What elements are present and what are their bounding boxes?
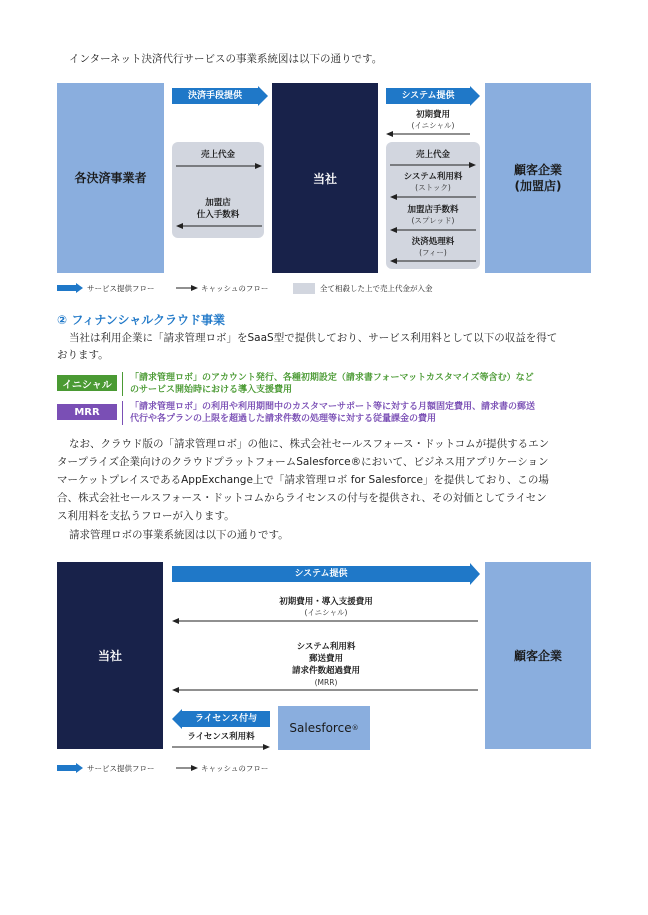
legend-service-flow: サービス提供フロー xyxy=(87,284,155,293)
block-customer-2: 顧客企業 xyxy=(485,562,591,749)
section-para1-line1: 当社は利用企業に「請求管理ロボ」をSaaS型で提供しており、サービス利用料として以下の収益を得て xyxy=(69,332,558,344)
block-payment-providers: 各決済事業者 xyxy=(57,83,164,273)
tag-mrr-text-1: 「請求管理ロボ」の利用や利用期間中のカスタマーサポート等に対する月額固定費用、請求書の郵送 xyxy=(130,402,536,412)
section-para2-line2: タープライズ企業向けのクラウドプラットフォームSalesforce®において、ビジネス用アプリケーション xyxy=(57,456,549,468)
left-sales-label: 売上代金 xyxy=(200,150,235,160)
d2-cash-arrow-initial xyxy=(172,617,478,625)
cash-arrow-left-fee xyxy=(176,222,262,230)
right-system-fee-label: システム利用料 xyxy=(403,172,463,182)
arrow-system-provision-label: システム提供 xyxy=(401,91,455,101)
tag-mrr: MRR xyxy=(57,404,117,420)
legend2-cash-arrow-icon xyxy=(176,764,198,772)
legend-grey-swatch xyxy=(293,283,315,294)
cash-arrow-initial xyxy=(386,130,480,138)
block-company-2: 当社 xyxy=(57,562,163,749)
cash-arrow-right-sales xyxy=(390,161,476,169)
d2-cash-arrow-mrr xyxy=(172,686,478,694)
legend2-cash-flow: キャッシュのフロー xyxy=(201,764,269,773)
cash-arrow-right-processing xyxy=(390,257,476,265)
legend-grey-note: 全て相殺した上で売上代金が入金 xyxy=(320,284,433,293)
legend-cash-flow: キャッシュのフロー xyxy=(201,284,269,293)
section-heading: ② フィナンシャルクラウド事業 xyxy=(57,313,225,327)
right-merchant-fee-sub: (スプレッド) xyxy=(411,216,455,225)
section-para1-line2: おります。 xyxy=(57,349,109,361)
right-processing-fee-label: 決済処理料 xyxy=(411,237,455,247)
salesforce-block: Salesforce ® xyxy=(278,706,370,750)
arrow-license-grant-label: ライセンス付与 xyxy=(194,714,258,724)
cash-arrow-right-merchant xyxy=(390,226,476,234)
section-para2-line5: ス利用料を支払うフローが入ります。 xyxy=(57,510,235,522)
arrow-payment-means-label: 決済手段提供 xyxy=(187,91,242,101)
right-merchant-fee-label: 加盟店手数料 xyxy=(407,205,459,215)
initial-fee-sub: (イニシャル) xyxy=(411,121,455,130)
legend2-service-flow: サービス提供フロー xyxy=(87,764,155,773)
section-para2-line3: マーケットプレイスであるAppExchange上で「請求管理ロボ for Salesforce」を提供しており、この場 xyxy=(57,474,549,486)
legend-cash-arrow-icon xyxy=(176,284,198,292)
section-para2-line4: 合、株式会社セールスフォース・ドットコムからライセンスの付与を提供され、その対価としてライセン xyxy=(57,492,547,504)
block-customer: 顧客企業 (加盟店) xyxy=(485,83,591,273)
cash-arrow-left-sales xyxy=(176,162,262,170)
tag-initial-divider xyxy=(122,372,123,396)
right-processing-fee-sub: (フィー) xyxy=(419,248,447,257)
d2-mrr-label-4: (MRR) xyxy=(314,678,338,687)
d2-initial-sub: (イニシャル) xyxy=(304,608,348,617)
tag-initial-text-2: のサービス開始時における導入支援費用 xyxy=(130,385,293,395)
intro-text: インターネット決済代行サービスの事業系統図は以下の通りです。 xyxy=(69,53,383,65)
arrow-system-provision-2-label: システム提供 xyxy=(294,569,348,579)
section-para2-line1: なお、クラウド版の「請求管理ロボ」の他に、株式会社セールスフォース・ドットコムが提供するエン xyxy=(69,438,550,450)
d2-initial-label: 初期費用・導入支援費用 xyxy=(279,597,373,607)
legend-service-arrow-icon xyxy=(57,283,83,293)
d2-license-fee-label: ライセンス利用料 xyxy=(187,732,255,742)
right-sales-label: 売上代金 xyxy=(415,150,450,160)
tag-mrr-text-2: 代行や各プランの上限を超過した請求件数の処理等に対する従量課金の費用 xyxy=(130,414,437,424)
initial-fee-label: 初期費用 xyxy=(415,110,450,120)
tag-mrr-divider xyxy=(122,401,123,425)
legend2-service-arrow-icon xyxy=(57,763,83,773)
d2-mrr-label-2: 郵送費用 xyxy=(308,654,343,664)
d2-mrr-label-1: システム利用料 xyxy=(296,642,356,652)
left-fee-label-2: 仕入手数料 xyxy=(196,210,240,220)
tag-initial: イニシャル xyxy=(57,375,117,391)
right-system-fee-sub: (ストック) xyxy=(415,183,451,192)
left-fee-label-1: 加盟店 xyxy=(205,198,231,208)
cash-arrow-right-system xyxy=(390,193,476,201)
tag-initial-text-1: 「請求管理ロボ」のアカウント発行、各種初期設定（請求書フォーマットカスタマイズ等含む）など xyxy=(130,373,534,383)
block-company: 当社 xyxy=(272,83,378,273)
section-para3: 請求管理ロボの事業系統図は以下の通りです。 xyxy=(69,529,289,541)
d2-mrr-label-3: 請求件数超過費用 xyxy=(291,666,360,676)
d2-cash-arrow-license xyxy=(172,743,270,751)
